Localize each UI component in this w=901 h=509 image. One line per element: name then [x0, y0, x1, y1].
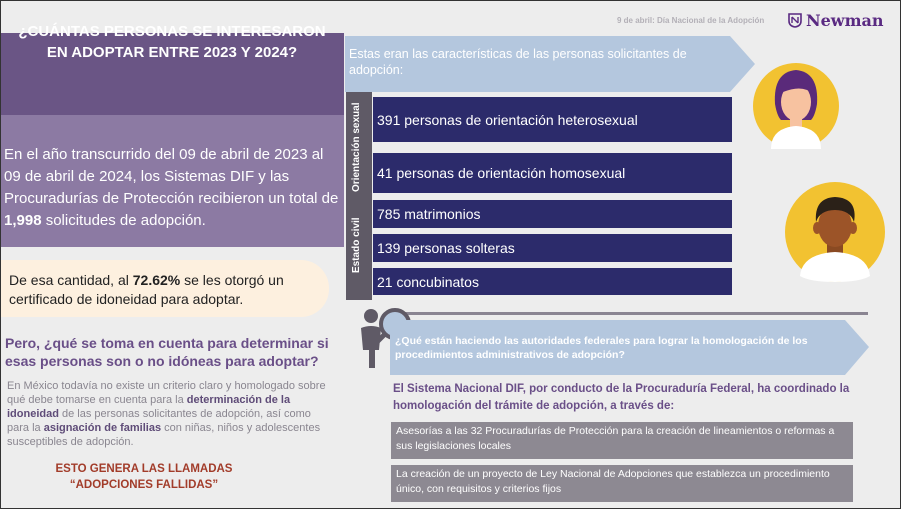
logo-text: Newman — [806, 11, 884, 30]
total-requests: 1,998 — [4, 212, 42, 229]
stat-homosexual: 41 personas de orientación homosexual — [373, 153, 732, 193]
characteristics-heading: Estas eran las características de las personas solicitantes de adopción: — [349, 47, 687, 77]
civil-status-label: Estado civil — [351, 217, 362, 273]
body-bold1: determinación de la idoneidad — [7, 394, 291, 420]
intro-text — [4, 144, 344, 232]
man-avatar-icon — [780, 182, 890, 286]
body-bold2: asignación de familias — [43, 422, 162, 434]
idoneity-question: Pero, ¿qué se toma en cuenta para determinar si esas personas son o no idóneas para adoptar? — [5, 335, 329, 369]
intro-part1: En el año transcurrido del 09 de abril de 2023 al 09 de abril de 2024, los Sistemas DIF y las Procuradurías de Protección recibieron un total de — [4, 146, 339, 207]
newman-logo[interactable] — [788, 11, 884, 30]
page-title: ¿CUÁNTAS PERSONAS SE INTERESARON EN ADOPTAR ENTRE 2023 Y 2024? — [18, 23, 326, 61]
newman-shield-icon — [788, 13, 802, 28]
stat-marriages: 785 matrimonios — [373, 200, 732, 228]
stat-singles: 139 personas solteras — [373, 234, 732, 262]
body-part1: En México todavía no existe un criterio claro y homologado sobre qué debe tomarse en cuenta para la — [7, 380, 326, 406]
percentage-text — [9, 271, 325, 309]
body-part3: con niñas, niños y adolescentes susceptibles de adopción. — [7, 422, 321, 448]
dif-statement: El Sistema Nacional DIF, por conducto de la Procuraduría Federal, ha coordinado la homologación del trámite de adopción, a través de: — [393, 383, 850, 412]
section-divider — [390, 312, 868, 315]
woman-avatar-icon — [753, 54, 839, 162]
date-label: 9 de abril: Día Nacional de la Adopción — [617, 16, 765, 25]
failed-adoptions-warning — [39, 461, 249, 493]
action-item: La creación de un proyecto de Ley Nacional de Adopciones que establezca un procedimiento único, con requisitos y criterios fijos — [391, 465, 853, 502]
warning-line1: ESTO GENERA LAS LLAMADAS — [55, 463, 233, 475]
stat-heterosexual: 391 personas de orientación heterosexual — [373, 97, 732, 142]
warning-line2: “ADOPCIONES FALLIDAS” — [69, 479, 219, 491]
stat-cohabitation: 21 concubinatos — [373, 268, 732, 295]
pct-part1: De esa cantidad, al — [9, 272, 133, 288]
body-part2: de las personas solicitantes de adopción, así como para la — [7, 408, 311, 434]
federal-question: ¿Qué están haciendo las autoridades federales para lograr la homologación de los procedimientos administrativos de adopción? — [395, 335, 808, 361]
orientation-label: Orientación sexual — [351, 102, 362, 192]
intro-part2: solicitudes de adopción. — [41, 212, 206, 229]
pct-value: 72.62% — [132, 272, 181, 288]
action-item: Asesorías a las 32 Procuradurías de Protección para la creación de lineamientos o reformas a sus legislaciones locales — [391, 422, 853, 459]
idoneity-body — [7, 379, 327, 449]
pct-part2: se les otorgó un certificado de idoneidad para adoptar. — [9, 272, 284, 307]
